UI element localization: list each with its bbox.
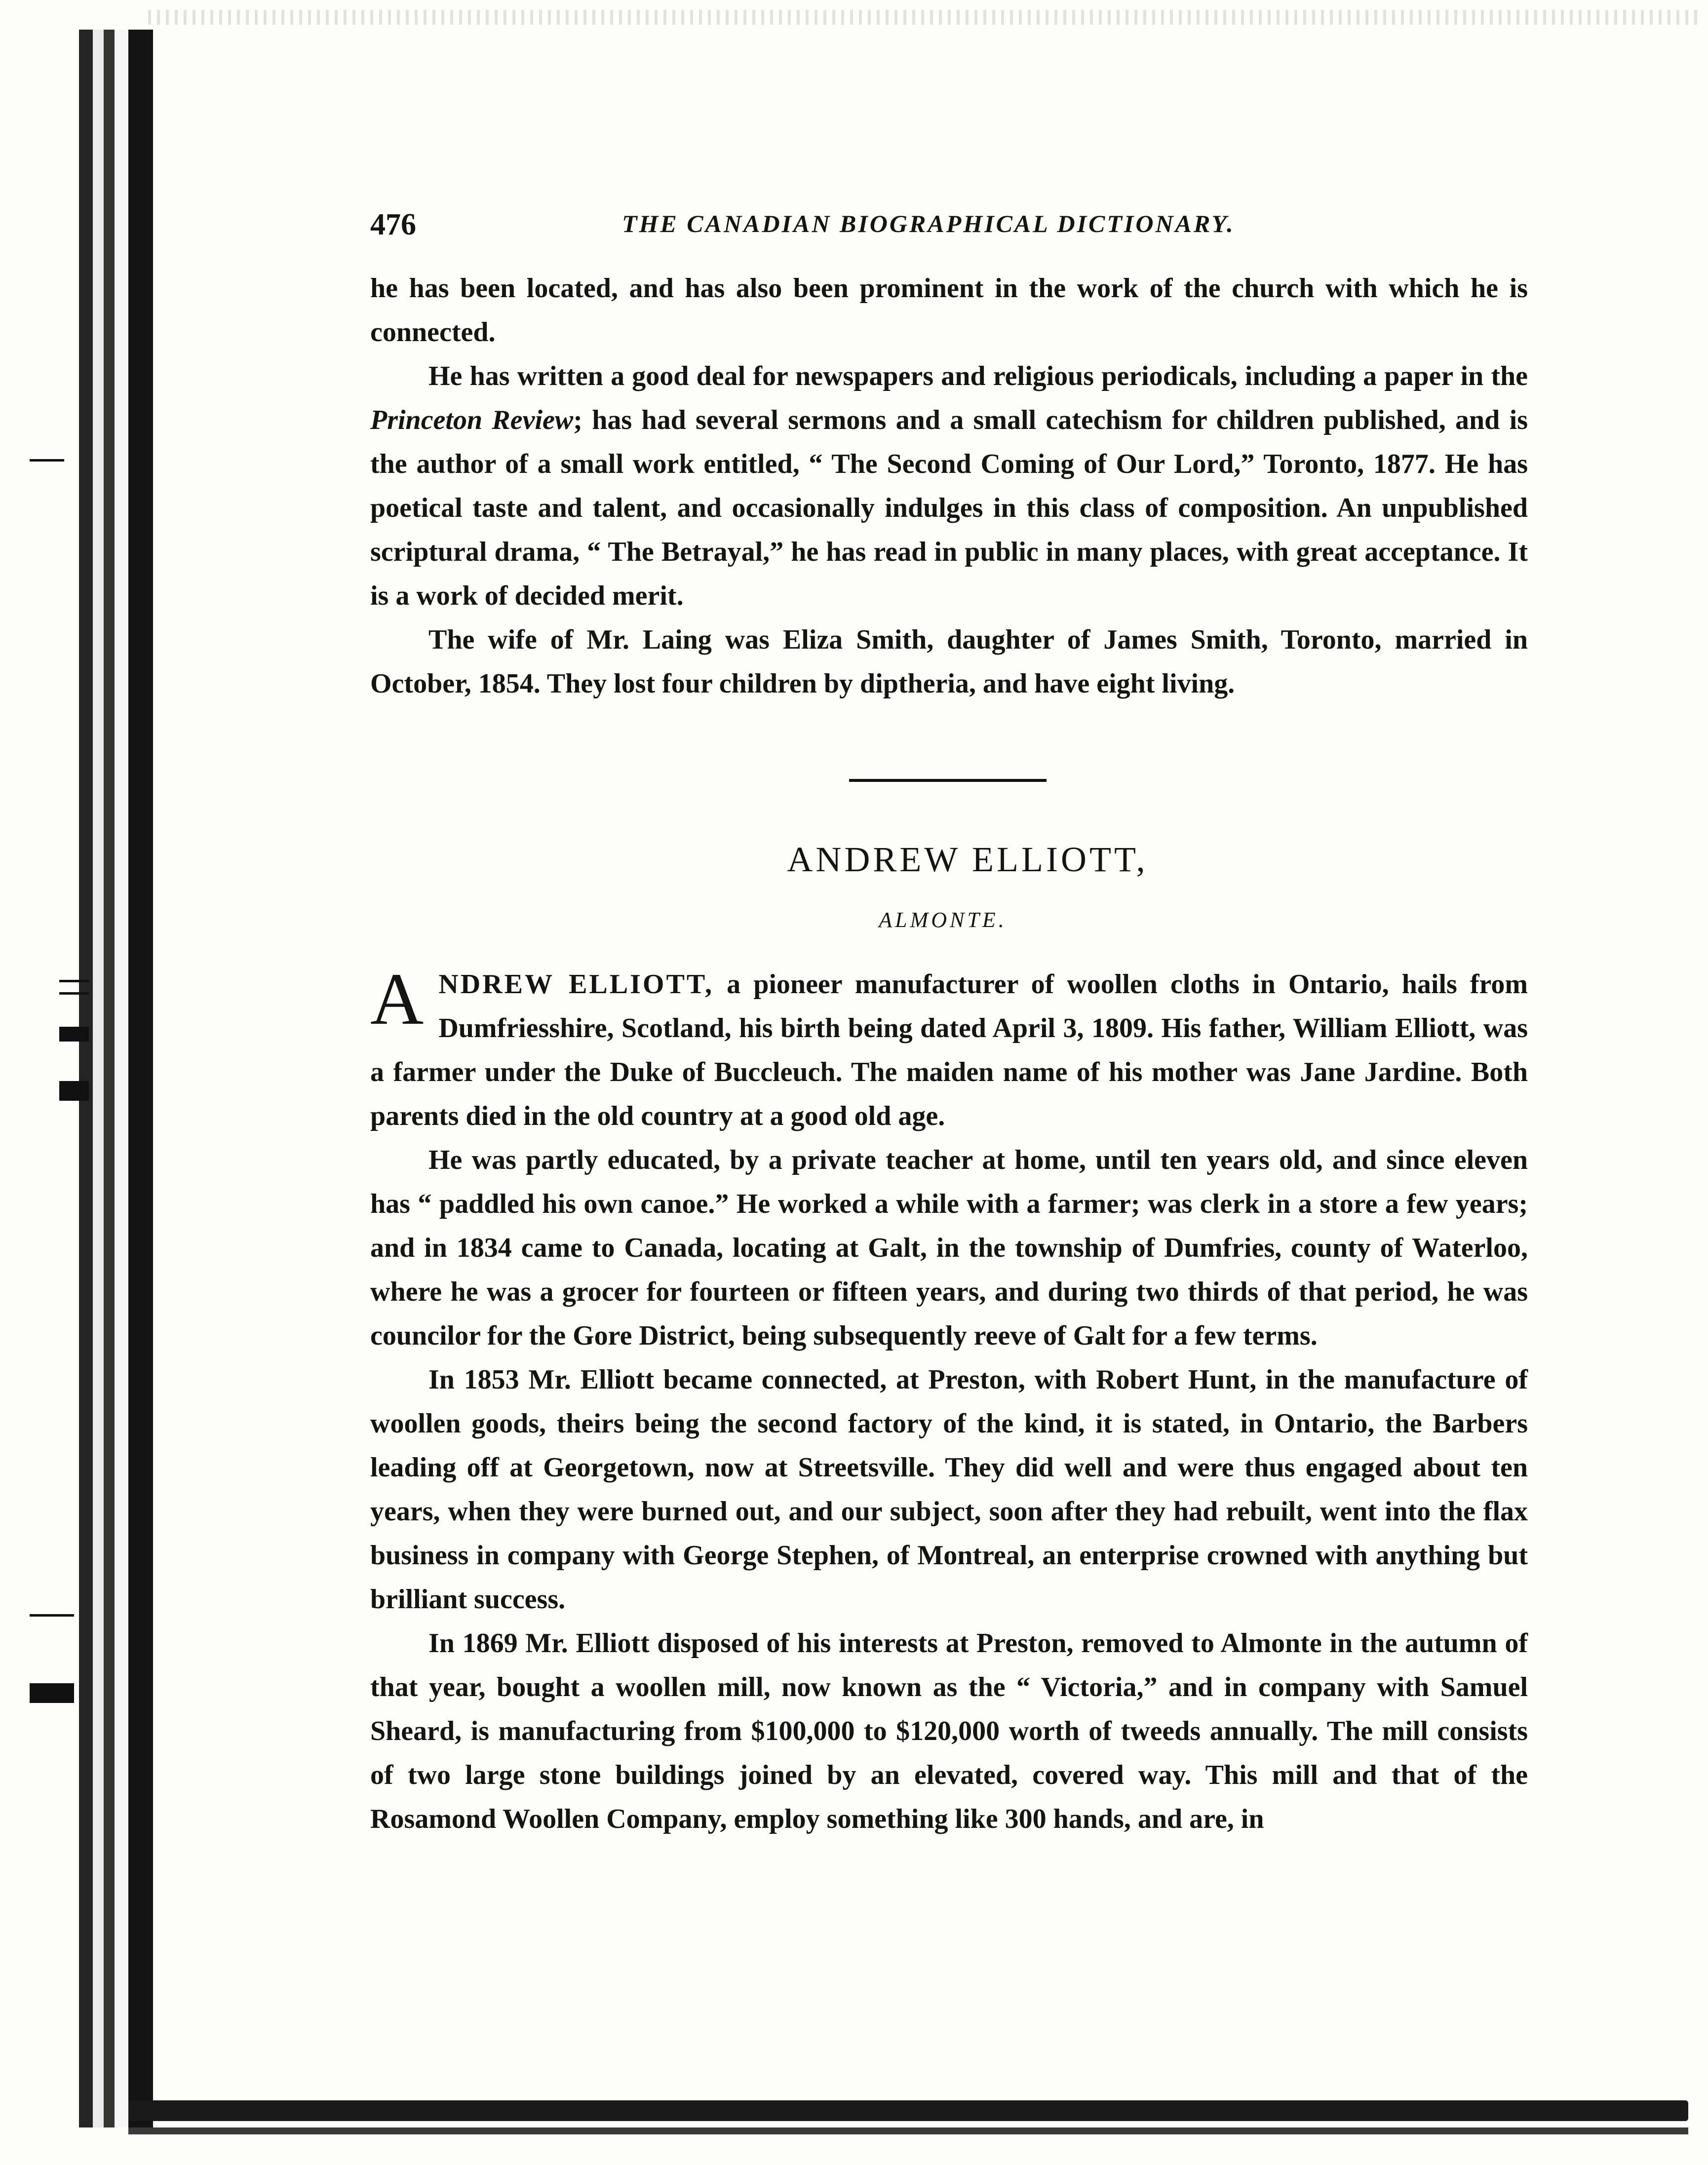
- italic-title: Princeton Review: [370, 405, 574, 435]
- entry-heading: ANDREW ELLIOTT,: [787, 840, 1148, 879]
- margin-tick: [59, 1027, 89, 1042]
- drop-cap: A: [370, 958, 424, 1040]
- paragraph: In 1869 Mr. Elliott disposed of his interests at Preston, removed to Almonte in the autumn of that year, bought a woollen mill, now known as the “ Victoria,” and in company with Samuel Sheard, is manufacturing from $100,000 to $120,000 worth of tweeds annually. The mill consists of two large stone buildings joined by an elevated, covered way. This mill and that of the Rosamond Woollen Company, employ something like 300 hands, and are, in: [370, 1628, 1528, 1834]
- paragraph: In 1853 Mr. Elliott became connected, at Preston, with Robert Hunt, in the manufacture of woollen goods, theirs being the second factory of the kind, it is stated, in Ontario, the Barbers leading off at Georgetown, now at Streetsville. They did well and were thus engaged about ten years, when they were burned out, and our subject, soon after they had rebuilt, went into the flax business in company with George Stephen, of Montreal, an enterprise crowned with anything but brilliant success.: [370, 1364, 1528, 1615]
- margin-tick: [59, 980, 89, 982]
- entry-text: [370, 958, 1528, 1841]
- page-number: 476: [370, 208, 416, 241]
- margin-tick: [30, 459, 64, 462]
- margin-tick: [59, 992, 89, 995]
- paragraph: He has written a good deal for newspapers and religious periodicals, including a paper in the Princeton Review; has had several sermons and a small catechism for children published, and is the author of a small work entitled, “ The Second Coming of Our Lord,” Toronto, 1877. He has poetical taste and talent, and occasionally indulges in this class of composition. An unpublished scriptural drama, “ The Betrayal,” he has read in public in many places, with great acceptance. It is a work of decided merit.: [370, 361, 1528, 611]
- previous-entry-text: [370, 267, 1528, 706]
- paragraph: The wife of Mr. Laing was Eliza Smith, daughter of James Smith, Toronto, married in October, 1854. They lost four children by diptheria, and have eight living.: [370, 624, 1528, 699]
- paragraph: ANDREW ELLIOTT, a pioneer manufacturer of woollen cloths in Ontario, hails from Dumfriesshire, Scotland, his birth being dated April 3, 1809. His father, William Elliott, was a farmer under the Duke of Buccleuch. The maiden name of his mother was Jane Jardine. Both parents died in the old country at a good old age.: [370, 958, 1528, 1131]
- running-title: THE CANADIAN BIOGRAPHICAL DICTIONARY.: [622, 210, 1235, 237]
- margin-tick: [30, 1614, 74, 1617]
- scan-left-binding-edge: [74, 30, 158, 2127]
- margin-tick: [59, 1081, 89, 1101]
- page-header: [370, 207, 1525, 252]
- paragraph: He was partly educated, by a private teacher at home, until ten years old, and since eleven has “ paddled his own canoe.” He worked a while with a farmer; was clerk in a store a few years; and in 1834 came to Canada, locating at Galt, in the township of Dumfries, county of Waterloo, where he was a grocer for fourteen or fifteen years, and during two thirds of that period, he was councilor for the Gore District, being subsequently reeve of Galt for a few terms.: [370, 1145, 1528, 1351]
- paragraph: he has been located, and has also been prominent in the work of the church with which he is connected.: [370, 273, 1528, 348]
- entry-location: ALMONTE.: [879, 908, 1007, 932]
- margin-tick: [30, 1683, 74, 1703]
- scan-bottom-edge: [128, 2100, 1688, 2121]
- section-divider: [849, 779, 1047, 782]
- scan-top-edge: [148, 10, 1698, 25]
- scan-bottom-edge: [128, 2127, 1688, 2134]
- lead-caps: NDREW ELLIOTT,: [438, 969, 714, 1000]
